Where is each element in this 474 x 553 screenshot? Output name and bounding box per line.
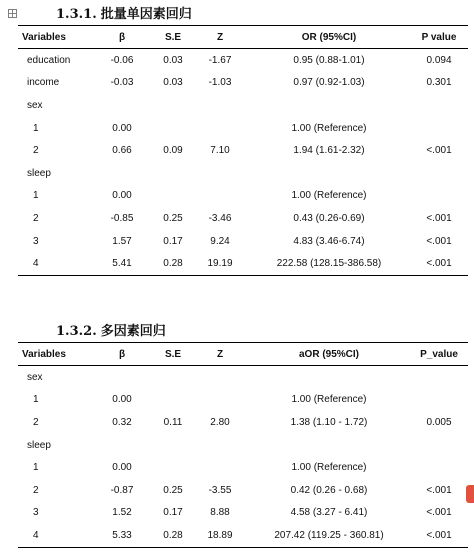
table-row [18,230,468,253]
cell-beta: 1.57 [112,235,132,247]
cell-variable: 4 [33,258,39,270]
side-floating-tab-icon[interactable] [466,485,474,503]
table-header-row [18,26,468,49]
table-row [18,389,468,412]
cell-variable: 1 [33,462,39,474]
cell-beta: 1.52 [112,507,132,519]
cell-ci: 222.58 (128.15-386.58) [276,258,382,270]
cell-variable: education [27,54,71,66]
cell-ci: 4.58 (3.27 - 6.41) [290,507,368,519]
table-row [18,207,468,230]
header-z: Z [216,348,224,360]
header-aor-ci: aOR (95%CI) [298,348,359,360]
header-or-ci: OR (95%CI) [301,31,357,43]
cell-se: 0.25 [163,212,183,224]
cell-se: 0.28 [163,529,183,541]
multivariate-regression-table [18,342,468,548]
cell-z: 9.24 [210,235,230,247]
cell-beta: 0.66 [112,145,132,157]
table-row [18,479,468,502]
table-row [18,72,468,95]
cell-p-value [410,389,468,412]
cell-p-value: 0.301 [426,77,452,89]
cell-se: 0.11 [163,416,183,428]
cell-p-value: <.001 [426,484,452,496]
cell-z [192,389,248,412]
cell-variable: 2 [33,212,39,224]
header-z: Z [216,31,224,43]
cell-beta: -0.03 [110,77,134,89]
cell-z: 18.89 [207,529,233,541]
table-group-row [18,94,468,117]
table-row [18,252,468,275]
cell-se: 0.03 [163,77,183,89]
cell-ci: 1.00 (Reference) [291,394,367,406]
cell-p-value [410,117,468,140]
cell-ci: 0.95 (0.88-1.01) [293,54,365,66]
cell-group-label: sleep [27,167,51,179]
table-row [18,411,468,434]
cell-z [192,117,248,140]
cell-ci: 0.42 (0.26 - 0.68) [290,484,368,496]
table-group-row [18,162,468,185]
table-group-row [18,366,468,389]
cell-p-value [410,456,468,479]
table-row [18,117,468,140]
cell-ci: 4.83 (3.46-6.74) [293,235,365,247]
cell-group-label: sleep [27,439,51,451]
cell-variable: 2 [33,484,39,496]
cell-beta: 0.00 [112,394,132,406]
cell-p-value: 0.094 [426,54,452,66]
cell-z: -1.67 [208,54,232,66]
cell-variable: income [27,77,60,89]
cell-ci: 1.94 (1.61-2.32) [293,145,365,157]
cell-ci: 0.43 (0.26-0.69) [293,212,365,224]
cell-se [154,185,192,208]
cell-se [154,117,192,140]
cell-z: 2.80 [210,416,230,428]
cell-p-value: 0.005 [426,416,452,428]
cell-beta: -0.06 [110,54,134,66]
table-move-handle-icon[interactable] [8,9,17,18]
cell-se [154,389,192,412]
section-heading [56,5,192,25]
cell-se [154,456,192,479]
header-variables: Variables [22,31,66,43]
cell-variable: 3 [33,235,39,247]
heading-title: 批量单因素回归 [100,7,192,22]
table-row [18,139,468,162]
cell-z: 8.88 [210,507,230,519]
cell-se: 0.28 [163,258,183,270]
cell-variable: 1 [33,122,39,134]
cell-beta: -0.87 [110,484,134,496]
table-row [18,49,468,72]
cell-variable: 2 [33,145,39,157]
cell-p-value: <.001 [426,145,452,157]
cell-variable: 1 [33,394,39,406]
cell-p-value [410,185,468,208]
cell-z: -3.55 [208,484,232,496]
cell-beta: 5.41 [112,258,132,270]
cell-beta: -0.85 [110,212,134,224]
cell-ci: 1.38 (1.10 - 1.72) [290,416,368,428]
cell-beta: 0.00 [112,190,132,202]
cell-group-label: sex [27,371,43,383]
cell-ci: 1.00 (Reference) [291,122,367,134]
cell-p-value: <.001 [426,235,452,247]
cell-z [192,185,248,208]
cell-se: 0.03 [163,54,183,66]
cell-beta: 5.33 [112,529,132,541]
cell-ci: 207.42 (119.25 - 360.81) [274,529,384,541]
header-p-value: P value [421,31,457,43]
heading-number: 1.3.2. [56,324,97,339]
univariate-regression-table [18,25,468,276]
cell-variable: 2 [33,416,39,428]
cell-p-value: <.001 [426,212,452,224]
cell-p-value: <.001 [426,258,452,270]
cell-variable: 4 [33,529,39,541]
cell-ci: 0.97 (0.92-1.03) [293,77,365,89]
cell-p-value: <.001 [426,507,452,519]
table-row [18,502,468,525]
cell-se: 0.25 [163,484,183,496]
cell-se: 0.17 [163,507,183,519]
cell-se: 0.17 [163,235,183,247]
header-beta: β [118,31,126,43]
section-heading [56,322,166,342]
cell-beta: 0.00 [112,462,132,474]
cell-z: 7.10 [210,145,230,157]
table-row [18,524,468,547]
header-variables: Variables [22,348,66,360]
cell-beta: 0.32 [112,416,132,428]
cell-z: 19.19 [207,258,233,270]
table-header-row [18,343,468,366]
cell-z: -1.03 [208,77,232,89]
table-row [18,456,468,479]
header-p-value: P_value [420,348,458,360]
header-se: S.E [164,31,182,43]
cell-z [192,456,248,479]
cell-ci: 1.00 (Reference) [291,462,367,474]
cell-ci: 1.00 (Reference) [291,190,367,202]
cell-z: -3.46 [208,212,232,224]
heading-title: 多因素回归 [100,324,166,339]
cell-variable: 1 [33,190,39,202]
cell-beta: 0.00 [112,122,132,134]
cell-p-value: <.001 [426,529,452,541]
cell-se: 0.09 [163,145,183,157]
table-row [18,185,468,208]
heading-number: 1.3.1. [56,7,97,22]
table-group-row [18,434,468,457]
header-beta: β [118,348,126,360]
header-se: S.E [164,348,182,360]
cell-variable: 3 [33,507,39,519]
cell-group-label: sex [27,99,43,111]
